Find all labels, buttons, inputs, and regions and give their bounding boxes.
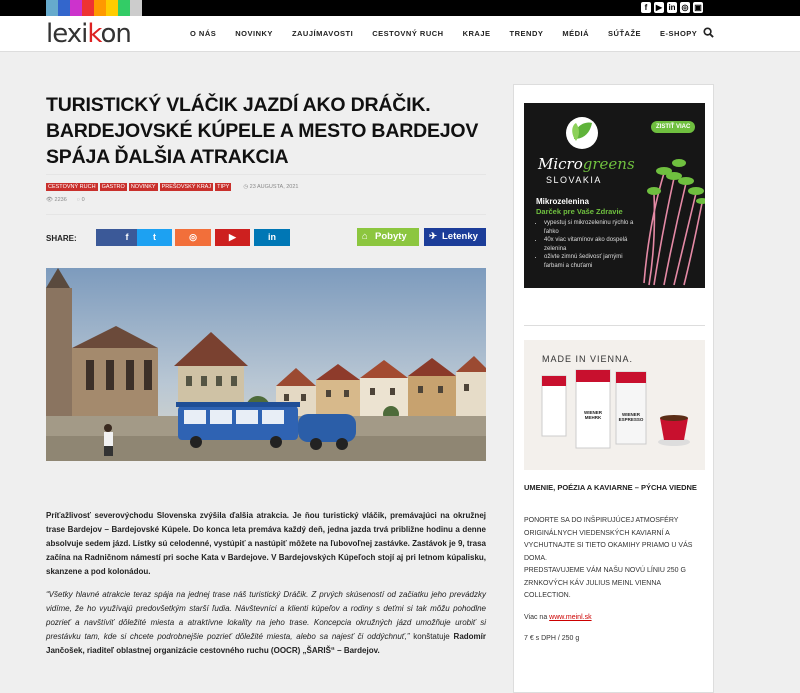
- meinl-headline: MADE IN VIENNA.: [542, 354, 634, 364]
- nav-trendy[interactable]: TRENDY: [509, 29, 544, 38]
- microgreens-ad[interactable]: [524, 103, 705, 288]
- tag-cestovny-ruch[interactable]: CESTOVNÝ RUCH: [48, 184, 96, 190]
- nav-kraje[interactable]: KRAJE: [462, 29, 491, 38]
- sidebar-price: 7 € s DPH / 250 g: [524, 635, 580, 642]
- top-bar: [0, 0, 800, 16]
- eye-icon: 👁: [46, 197, 55, 203]
- nav-sutaze[interactable]: SÚŤAŽE: [608, 29, 642, 38]
- linkedin-icon[interactable]: in: [668, 3, 676, 12]
- instagram-icon[interactable]: ◎: [681, 3, 689, 12]
- article-date: [243, 184, 298, 190]
- color-swatch: [70, 0, 82, 16]
- bardejov-square-photo: [46, 268, 486, 461]
- meinl-link[interactable]: www.meinl.sk: [549, 613, 592, 621]
- nav-novinky[interactable]: NOVINKY: [235, 29, 273, 38]
- views-text: 2236: [54, 197, 67, 203]
- main-nav: [190, 29, 716, 38]
- pobyty-button[interactable]: [357, 228, 419, 246]
- quote-author: Radomír Jančošek, riaditeľ oblastnej organizácie cestovného ruchu (OOCR) „ŠARIŠ“ – Bardejov.: [46, 632, 486, 655]
- meinl-products-art: [524, 340, 705, 470]
- logo-accent: k: [87, 19, 101, 49]
- article: [46, 52, 486, 693]
- social-links: [641, 2, 703, 13]
- article-hero-image: [46, 268, 486, 461]
- sidebar-promo-paragraph: PREDSTAVUJEME VÁM NAŠU NOVÚ LÍNIU 250 G ZRNKOVÝCH KÁV JULIUS MEINL VIENNA COLLECTION.: [524, 567, 686, 599]
- comments-count[interactable]: [77, 197, 85, 203]
- site-header: [0, 16, 800, 52]
- ad-heading: Mikrozelenina: [536, 197, 589, 206]
- color-strip: [46, 0, 142, 16]
- letenky-label: Letenky: [442, 231, 478, 242]
- nav-zaujimavosti[interactable]: ZAUJÍMAVOSTI: [291, 29, 354, 38]
- share-facebook-button[interactable]: f: [96, 229, 158, 246]
- article-quote-paragraph: [46, 588, 486, 658]
- sidebar-promo-title[interactable]: UMENIE, POÉZIA A KAVIARNE – PÝCHA VIEDNE: [524, 483, 697, 492]
- ad-bullet: • oživte zimnú šedivosť jarnými farbami a chuťami: [544, 253, 644, 270]
- tag-gastro[interactable]: GASTRO: [101, 184, 125, 190]
- article-body: [46, 509, 486, 667]
- ad-brand-part2: greens: [582, 155, 635, 173]
- ad-bullet: • 40x viac vitamínov ako dospelá zelenina: [544, 236, 644, 253]
- pobyty-label: Pobyty: [375, 231, 407, 242]
- color-swatch: [106, 0, 118, 16]
- quote-text: “Všetky hlavné atrakcie teraz spája na jednej trase náš turistický Dráčik. Z prvých skúseností od začiatku jeho prevádzky vidíme, že ho využívajú predovšetkým starší ľudia. Návštevníci a klienti kúpeľov a rodiny s deťmi si tak môžu pohodlne pozrieť a navštíviť dôležité miesta a atraktívne lokality na jeho trase. Koncepcia okružných jázd umožňuje urobiť si prestávku tam, kde si chcete podrobnejšie pozrieť dôležité miesta, alebo sa najesť či oddýchnuť,”: [46, 590, 486, 641]
- tag-novinky[interactable]: NOVINKY: [130, 184, 156, 190]
- comments-text: 0: [81, 197, 85, 203]
- share-instagram-button[interactable]: ◎: [175, 229, 211, 246]
- plane-icon: ✈: [429, 231, 437, 242]
- ad-brand-country: SLOVAKIA: [546, 175, 602, 185]
- link-prefix: Viac na: [524, 613, 550, 621]
- sidebar-promo-paragraph: PONORTE SA DO INŠPIRUJÚCEJ ATMOSFÉRY ORIGINÁLNYCH VIEDENSKÝCH KAVIARNÍ A VYCHUTNAJTE SI TIETO OKAMIHY PRIAMO U VÁS DOMA.: [524, 517, 693, 562]
- logo-text-end: on: [100, 19, 131, 49]
- comment-icon: ◌: [76, 197, 82, 203]
- sidebar-promo-link-line: [524, 612, 705, 625]
- article-lead-paragraph: Príťažlivosť severovýchodu Slovenska zvýšila ďalšia atrakcia. Je ňou turistický vláčik, premávajúci na okružnej trase Bardejov – Bardejovské Kúpele. Do konca leta premáva každý deň, jedna jazda trvá približne hodinu a denne absolvuje sedem jázd. Lístky sú celodenné, vystúpiť a nastúpiť môžete na ľubovoľnej zastávke. Zastávok je 9, trasa začína na Radničnom námestí pri soche Kata v Bardejove. V Bardejovských Kúpeľoch stojí aj pri letnom kúpalisku, skanzene a pod kolonádou.: [46, 511, 486, 576]
- sidebar: [513, 84, 714, 693]
- ad-cta-button[interactable]: ZISTIŤ VIAC: [651, 121, 695, 133]
- views-count: [46, 197, 67, 203]
- color-swatch: [94, 0, 106, 16]
- share-twitter-button[interactable]: t: [137, 229, 172, 246]
- color-swatch: [58, 0, 70, 16]
- nav-eshopy[interactable]: E-SHOPY: [660, 29, 698, 38]
- article-meta: [46, 174, 486, 203]
- ad-brand-part1: Micro: [538, 155, 583, 173]
- home-icon: ⌂: [362, 231, 368, 242]
- color-swatch: [130, 0, 142, 16]
- ad-bullets: [544, 219, 644, 270]
- nav-o-nas[interactable]: O NÁS: [190, 29, 217, 38]
- color-swatch: [82, 0, 94, 16]
- sidebar-divider: [524, 325, 705, 326]
- nav-cestovny-ruch[interactable]: CESTOVNÝ RUCH: [372, 29, 444, 38]
- ad-bullet: • vypestuj si mikrozeleninu rýchlo a ľahko: [544, 219, 644, 236]
- meinl-ad[interactable]: [524, 340, 705, 470]
- youtube-icon[interactable]: ▶: [655, 3, 663, 12]
- tag-tipy[interactable]: TIPY: [217, 184, 230, 190]
- share-label: SHARE:: [46, 234, 77, 243]
- color-swatch: [118, 0, 130, 16]
- letenky-button[interactable]: [424, 228, 486, 246]
- date-text: 23 AUGUSTA, 2021: [249, 184, 299, 190]
- meinl-pack-1: WIENER MEHRK: [584, 410, 602, 420]
- tag-list: [46, 183, 486, 191]
- share-linkedin-button[interactable]: in: [254, 229, 290, 246]
- article-stats: [46, 197, 486, 203]
- meinl-pack-2: WIENER ESPRESSO: [618, 412, 644, 422]
- search-icon[interactable]: [703, 27, 714, 38]
- site-logo[interactable]: [46, 19, 131, 49]
- article-title: TURISTICKÝ VLÁČIK JAZDÍ AKO DRÁČIK. BARDEJOVSKÉ KÚPELE A MESTO BARDEJOV SPÁJA ĎALŠIA ATRAKCIA: [46, 94, 479, 168]
- ad-brand: [538, 155, 635, 173]
- facebook-icon[interactable]: f: [641, 2, 651, 13]
- logo-text: lexi: [46, 19, 88, 49]
- share-youtube-button[interactable]: ▶: [215, 229, 250, 246]
- nav-media[interactable]: MÉDIÁ: [562, 29, 590, 38]
- color-swatch: [46, 0, 58, 16]
- video-icon[interactable]: ▣: [694, 3, 702, 12]
- sidebar-promo-text: [524, 515, 705, 655]
- clock-icon: ◷: [243, 184, 250, 190]
- tag-presovsky-kraj[interactable]: PREŠOVSKÝ KRAJ: [161, 184, 212, 190]
- ad-subheading: Darček pre Vaše Zdravie: [536, 207, 623, 216]
- quote-attribution-verb: konštatuje: [409, 632, 454, 641]
